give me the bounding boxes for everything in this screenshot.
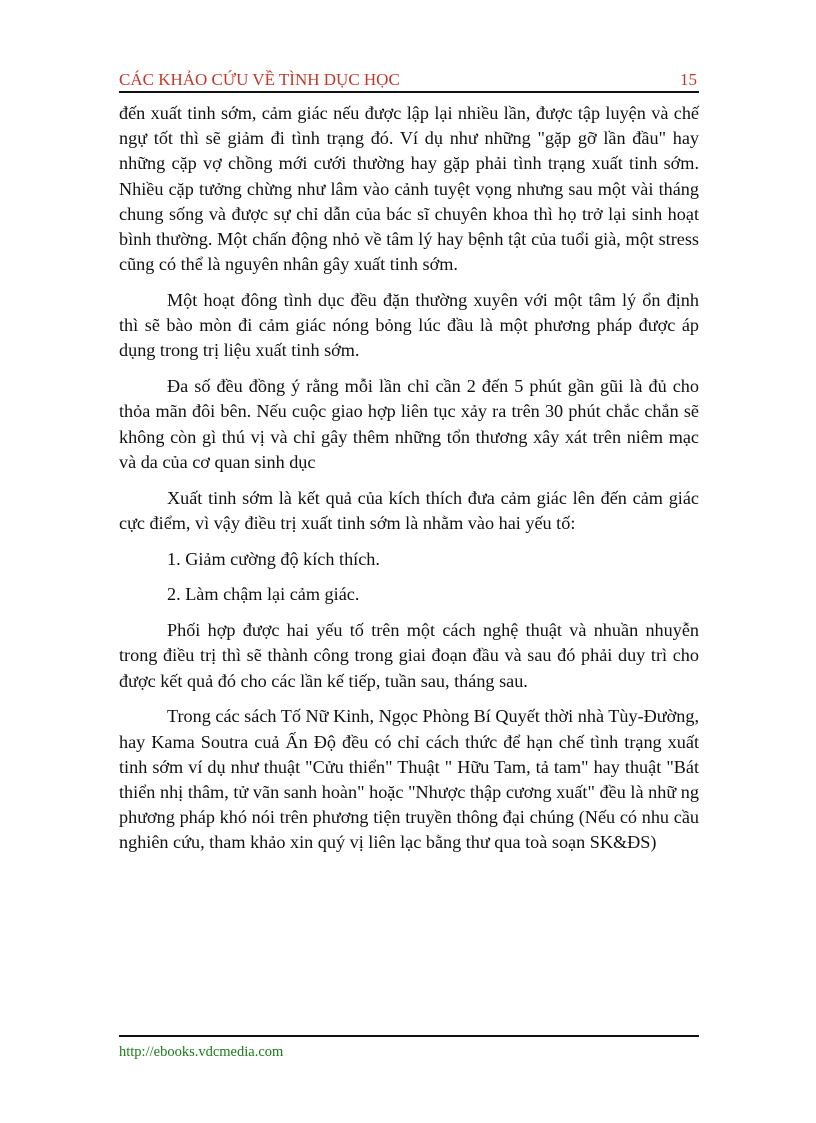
document-body: [119, 101, 699, 866]
page-header: [119, 62, 699, 90]
paragraph: Một hoạt đông tình dục đều đặn thường xuyên với một tâm lý ổn định thì sẽ bào mòn đi cảm giác nóng bỏng lúc đầu là một phương pháp được áp dụng trong trị liệu xuất tinh sớm.: [119, 290, 699, 361]
page-number: 15: [680, 70, 697, 89]
list-item: 1. Giảm cường độ kích thích.: [167, 548, 380, 569]
footer-link[interactable]: http://ebooks.vdcmedia.com: [119, 1044, 284, 1060]
paragraph-continuation: đến xuất tinh sớm, cảm giác nếu được lập lại nhiều lần, được tập luyện và chế ngự tốt thì sẽ giảm đi tình trạng đó. Ví dụ như những "gặp gỡ lần đầu" hay những cặp vợ chồng mới cưới thường hay gặp phải tình trạng xuất tinh sớm. Nhiều cặp tưởng chừng như lâm vào cảnh tuyệt vọng nhưng sau một vài tháng chung sống và được sự chỉ dẫn của bác sĩ chuyên khoa thì họ trở lại sinh hoạt bình thường. Một chấn động nhỏ về tâm lý hay bệnh tật của tuổi già, một stress cũng có thể là nguyên nhân gây xuất tinh sớm.: [119, 103, 699, 275]
footer-divider: [119, 1035, 699, 1037]
paragraph: Đa số đều đồng ý rằng mỗi lần chỉ cần 2 đến 5 phút gần gũi là đủ cho thỏa mãn đôi bên. Nếu cuộc giao hợp liên tục xảy ra trên 30 phút chắc chắn sẽ không còn gì thú vị và chỉ gây thêm những tổn thương xây xát trên niêm mạc và da của cơ quan sinh dục: [119, 376, 699, 472]
paragraph: Xuất tinh sớm là kết quả của kích thích đưa cảm giác lên đến cảm giác cực điểm, vì vậy điều trị xuất tinh sớm là nhằm vào hai yếu tố:: [119, 487, 699, 533]
paragraph: Trong các sách Tố Nữ Kinh, Ngọc Phòng Bí Quyết thời nhà Tùy-Đường, hay Kama Soutra cuả Ấn Độ đều có chỉ cách thức để hạn chế tình trạng xuất tinh sớm ví dụ như thuật "Cửu thiển" Thuật " Hữu Tam, tả tam" hay thuật "Bát thiển nhị thâm, tử vãn sanh hoàn" hoặc "Nhược thập cương xuất" đều là nhữ ng phương pháp khó nói trên phương tiện truyền thông đại chúng (Nếu có nhu cầu nghiên cứu, tham khảo xin quý vị liên lạc bằng thư qua toà soạn SK&ĐS): [119, 706, 699, 853]
header-title: CÁC KHẢO CỨU VỀ TÌNH DỤC HỌC: [119, 70, 400, 89]
header-divider: [119, 91, 699, 93]
list-item: 2. Làm chậm lại cảm giác.: [167, 584, 360, 605]
paragraph: Phối hợp được hai yếu tố trên một cách nghệ thuật và nhuần nhuyễn trong điều trị thì sẽ thành công trong giai đoạn đầu và sau đó phải duy trì cho được kết quả đó cho các lần kế tiếp, tuần sau, tháng sau.: [119, 620, 699, 691]
